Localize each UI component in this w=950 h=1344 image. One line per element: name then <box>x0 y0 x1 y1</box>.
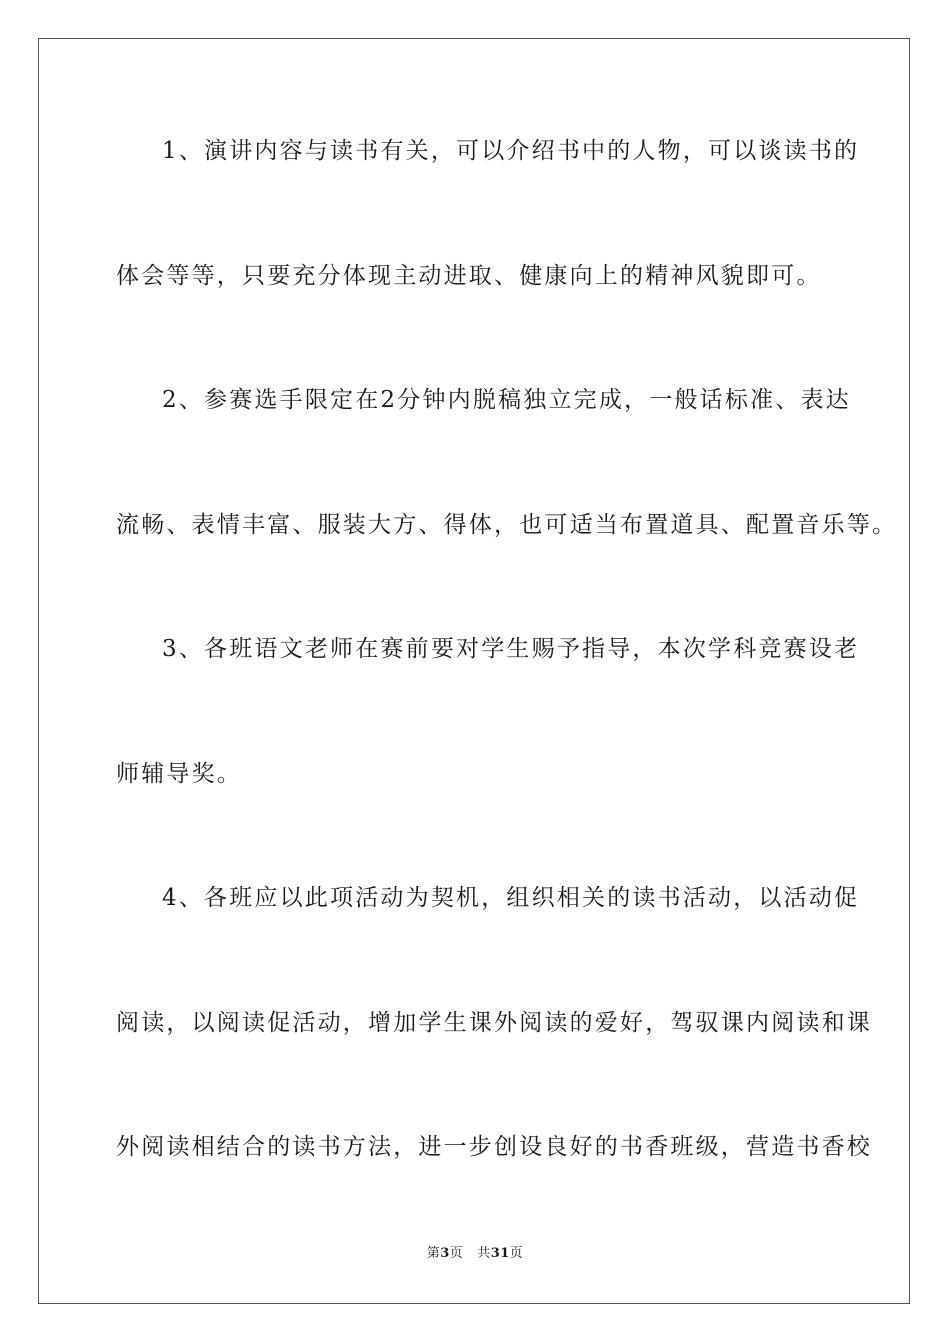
paragraph-3-line-1: 3、各班语文老师在赛前要对学生赐予指导，本次学科竞赛设老 <box>162 636 860 662</box>
page-suffix: 页 <box>449 1246 464 1261</box>
page-prefix: 第 <box>426 1246 441 1261</box>
paragraph-3-line-2: 师辅导奖。 <box>116 761 242 787</box>
paragraph-4-line-3: 外阅读相结合的读书方法，进一步创设良好的书香班级，营造书香校 <box>116 1134 872 1160</box>
total-prefix: 共 <box>477 1246 491 1261</box>
total-suffix: 页 <box>509 1246 524 1261</box>
paragraph-1-line-2: 体会等等，只要充分体现主动进取、健康向上的精神风貌即可。 <box>116 263 822 289</box>
paragraph-4-line-1: 4、各班应以此项活动为契机，组织相关的读书活动，以活动促 <box>162 885 860 911</box>
page-footer <box>0 1246 950 1262</box>
paragraph-2-line-2: 流畅、表情丰富、服装大方、得体，也可适当布置道具、配置音乐等。 <box>116 512 898 538</box>
paragraph-2-line-1: 2、参赛选手限定在2分钟内脱稿独立完成，一般话标准、表达 <box>162 387 851 413</box>
total-pages: 31 <box>490 1246 510 1261</box>
paragraph-4-line-2: 阅读，以阅读促活动，增加学生课外阅读的爱好，驾驭课内阅读和课 <box>116 1010 872 1036</box>
page-border <box>38 38 910 1304</box>
page-number: 3 <box>440 1246 450 1261</box>
paragraph-1-line-1: 1、演讲内容与读书有关，可以介绍书中的人物，可以谈读书的 <box>162 138 860 164</box>
